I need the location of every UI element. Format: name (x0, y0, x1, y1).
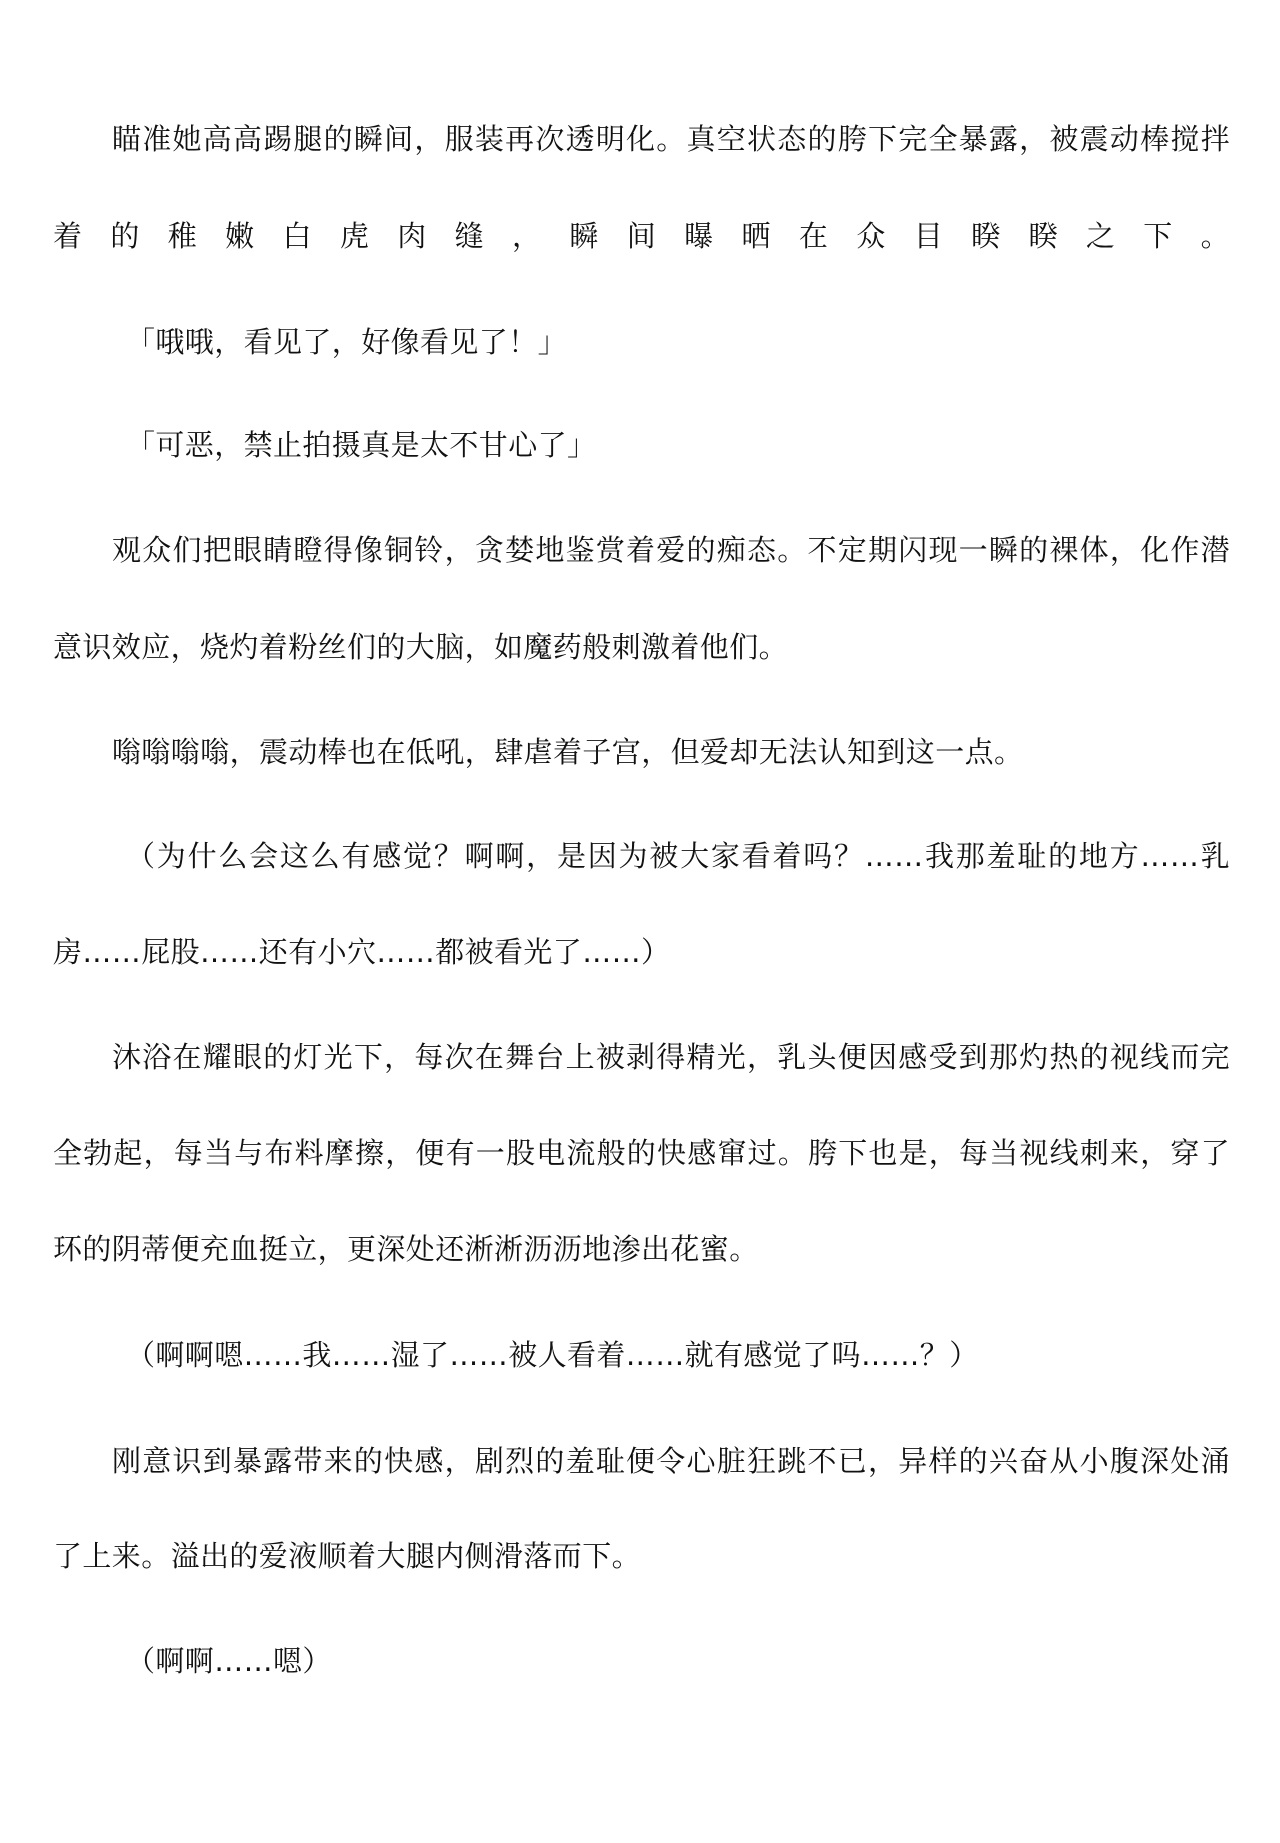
paragraph-line: 刚意识到暴露带来的快感，剧烈的羞耻便令心脏狂跳不已，异样的兴奋从小腹深处涌 (112, 1444, 1230, 1478)
thought-line: 房……屁股……还有小穴……都被看光了……） (53, 935, 671, 969)
paragraph-line: 瞄准她高高踢腿的瞬间，服装再次透明化。真空状态的胯下完全暴露，被震动棒搅拌 (112, 122, 1230, 156)
paragraph-line: 嗡嗡嗡嗡，震动棒也在低吼，肆虐着子宫，但爱却无法认知到这一点。 (112, 735, 1024, 769)
paragraph-line: 着的稚嫩白虎肉缝，瞬间曝晒在众目睽睽之下。 (53, 219, 1230, 253)
dialogue-line: 「哦哦，看见了，好像看见了！」 (126, 325, 568, 359)
thought-line: （啊啊……嗯） (126, 1644, 332, 1678)
paragraph-line: 全勃起，每当与布料摩擦，便有一股电流般的快感窜过。胯下也是，每当视线刺来，穿了 (53, 1136, 1230, 1170)
paragraph-line: 意识效应，烧灼着粉丝们的大脑，如魔药般刺激着他们。 (53, 630, 789, 664)
dialogue-line: 「可恶，禁止拍摄真是太不甘心了」 (126, 428, 597, 462)
thought-line: （为什么会这么有感觉？啊啊，是因为被大家看着吗？……我那羞耻的地方……乳 (126, 839, 1230, 873)
thought-line: （啊啊嗯……我……湿了……被人看着……就有感觉了吗……？） (126, 1338, 979, 1372)
paragraph-line: 环的阴蒂便充血挺立，更深处还淅淅沥沥地渗出花蜜。 (53, 1232, 759, 1266)
paragraph-line: 了上来。溢出的爱液顺着大腿内侧滑落而下。 (53, 1539, 642, 1573)
paragraph-line: 观众们把眼睛瞪得像铜铃，贪婪地鉴赏着爱的痴态。不定期闪现一瞬的裸体，化作潜 (112, 533, 1230, 567)
paragraph-line: 沐浴在耀眼的灯光下，每次在舞台上被剥得精光，乳头便因感受到那灼热的视线而完 (112, 1040, 1230, 1074)
